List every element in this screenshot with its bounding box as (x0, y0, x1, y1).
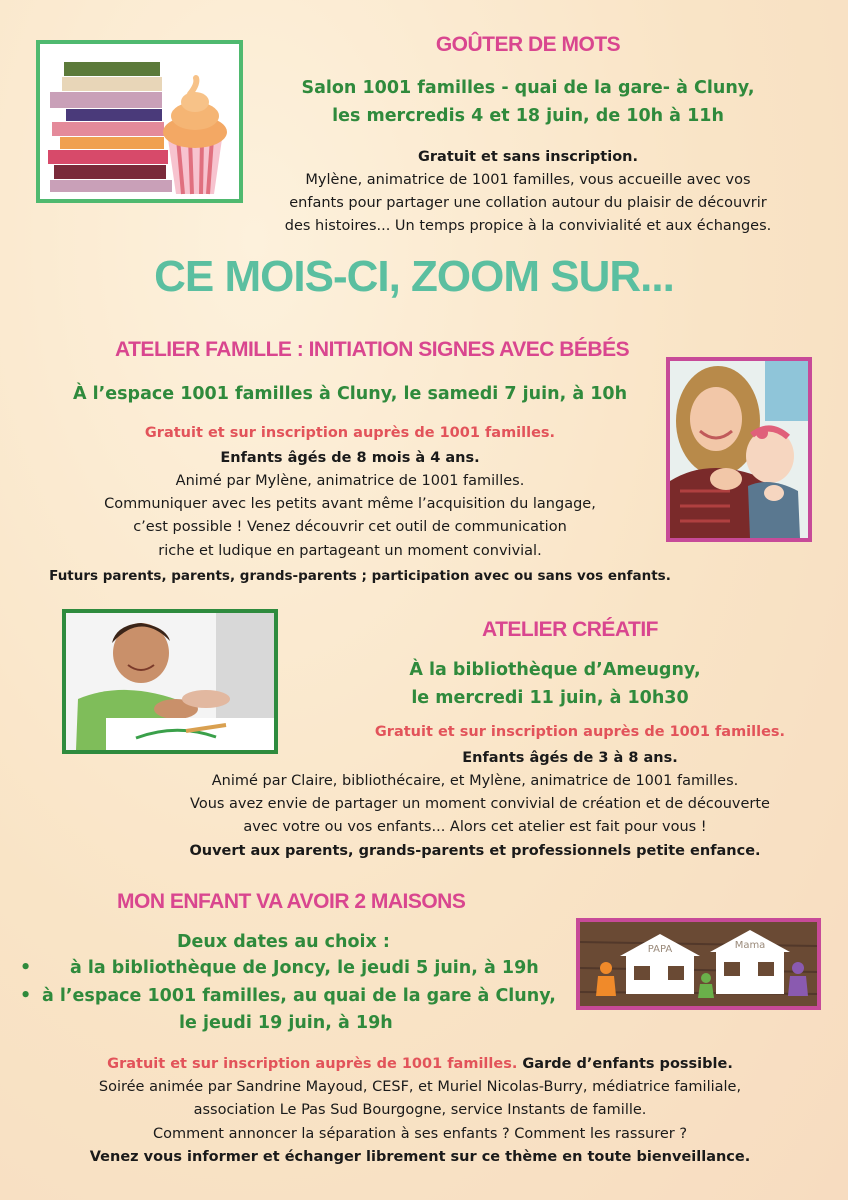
signes-desc1: Communiquer avec les petits avant même l’acquisition du langage, (104, 496, 596, 512)
maisons-date1: à la bibliothèque de Joncy, le jeudi 5 juin, à 19h (70, 958, 539, 978)
creatif-host: Animé par Claire, bibliothécaire, et Mylène, animatrice de 1001 familles. (211, 773, 739, 789)
signes-title: ATELIER FAMILLE : INITIATION SIGNES AVEC BÉBÉS (115, 338, 630, 361)
signes-ages: Enfants âgés de 8 mois à 4 ans. (220, 450, 480, 466)
gouter-title: GOÛTER DE MOTS (435, 33, 621, 56)
house-right-label: Mama (734, 940, 766, 951)
gouter-location-line2: les mercredis 4 et 18 juin, de 10h à 11h (332, 106, 724, 126)
signes-audience: Futurs parents, parents, grands-parents ; participation avec ou sans vos enfants. (49, 568, 671, 584)
child-drawing-icon (66, 613, 274, 750)
maisons-desc3: Comment annoncer la séparation à ses enfants ? Comment les rassurer ? (152, 1126, 688, 1142)
maisons-registration: Gratuit et sur inscription auprès de 1001 familles. (107, 1056, 518, 1072)
creatif-desc1: Vous avez envie de partager un moment convivial de création et de découverte (190, 796, 770, 812)
signes-desc3: riche et ludique en partageant un moment convivial. (158, 543, 542, 559)
gouter-free: Gratuit et sans inscription. (418, 149, 638, 165)
maisons-choice: Deux dates au choix : (177, 932, 390, 952)
maisons-date2a: à l’espace 1001 familles, au quai de la gare à Cluny, (42, 986, 556, 1006)
creatif-audience: Ouvert aux parents, grands-parents et professionnels petite enfance. (189, 843, 761, 859)
maisons-childcare: Garde d’enfants possible. (517, 1056, 733, 1072)
two-houses-icon (580, 922, 817, 1006)
signes-host: Animé par Mylène, animatrice de 1001 familles. (175, 473, 525, 489)
creatif-image (62, 609, 278, 754)
gouter-desc2: enfants pour partager une collation autour du plaisir de découvrir (289, 195, 767, 211)
signes-image (666, 357, 812, 542)
maisons-title: MON ENFANT VA AVOIR 2 MAISONS (117, 890, 466, 913)
maisons-registration-line (20, 1053, 820, 1076)
creatif-location2: le mercredi 11 juin, à 10h30 (411, 688, 689, 708)
signes-location: À l’espace 1001 familles à Cluny, le samedi 7 juin, à 10h (72, 384, 628, 404)
creatif-desc2: avec votre ou vos enfants... Alors cet atelier est fait pour vous ! (243, 819, 707, 835)
signes-registration: Gratuit et sur inscription auprès de 1001 familles. (144, 425, 556, 441)
creatif-title: ATELIER CRÉATIF (481, 618, 659, 641)
maisons-date2b: le jeudi 19 juin, à 19h (179, 1013, 393, 1033)
maisons-closing: Venez vous informer et échanger librement sur ce thème en toute bienveillance. (89, 1149, 751, 1165)
maisons-desc2: association Le Pas Sud Bourgogne, service Instants de famille. (193, 1102, 647, 1118)
creatif-location1: À la bibliothèque d’Ameugny, (409, 660, 701, 680)
mother-and-baby-icon (670, 361, 808, 538)
zoom-heading: CE MOIS-CI, ZOOM SUR... (154, 252, 674, 301)
gouter-desc3: des histoires... Un temps propice à la convivialité et aux échanges. (284, 218, 772, 234)
maisons-desc1: Soirée animée par Sandrine Mayoud, CESF, et Muriel Nicolas-Burry, médiatrice familiale, (98, 1079, 742, 1095)
gouter-image (36, 40, 243, 203)
creatif-registration: Gratuit et sur inscription auprès de 1001 familles. (374, 724, 786, 740)
signes-desc2: c’est possible ! Venez découvrir cet outil de communication (133, 519, 567, 535)
creatif-ages: Enfants âgés de 3 à 8 ans. (462, 750, 678, 766)
books-and-cupcake-icon (40, 44, 239, 199)
house-left-label: PAPA (647, 944, 673, 955)
maisons-bullet1: • (20, 958, 32, 978)
gouter-location-line1: Salon 1001 familles - quai de la gare- à Cluny, (301, 78, 755, 98)
gouter-desc1: Mylène, animatrice de 1001 familles, vous accueille avec vos (305, 172, 751, 188)
maisons-image (576, 918, 821, 1010)
maisons-bullet2: • (20, 986, 32, 1006)
